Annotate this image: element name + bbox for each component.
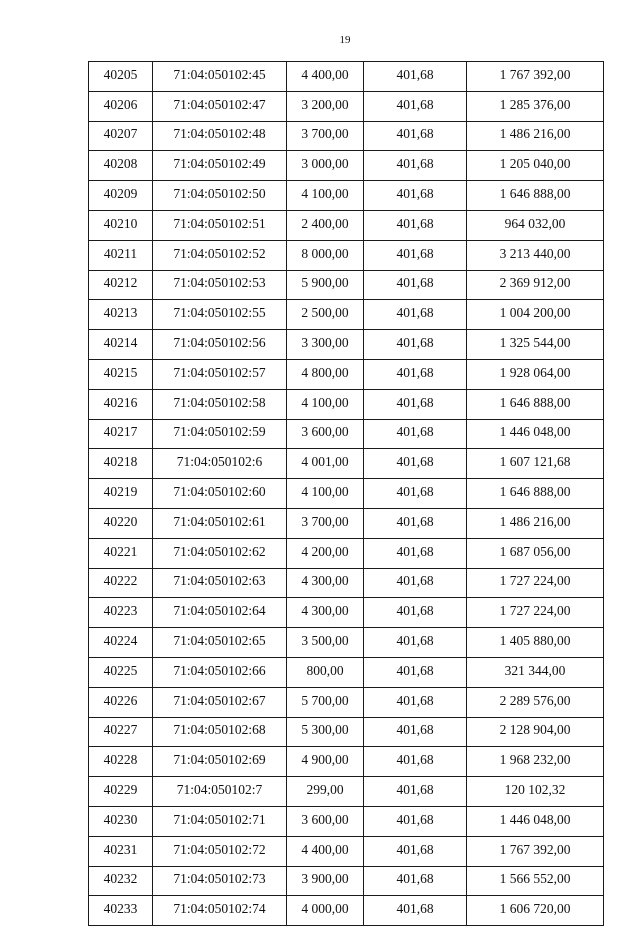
cell-cadastral-number: 71:04:050102:68 bbox=[153, 717, 287, 747]
table-row bbox=[89, 330, 604, 360]
cell-total: 1 767 392,00 bbox=[467, 836, 604, 866]
cell-cadastral-number: 71:04:050102:56 bbox=[153, 330, 287, 360]
cell-area: 4 001,00 bbox=[287, 449, 364, 479]
cell-record-number: 40224 bbox=[89, 628, 153, 658]
cell-record-number: 40206 bbox=[89, 91, 153, 121]
table-row bbox=[89, 747, 604, 777]
cell-record-number: 40219 bbox=[89, 479, 153, 509]
cell-area: 3 700,00 bbox=[287, 508, 364, 538]
cell-area: 4 800,00 bbox=[287, 359, 364, 389]
cell-record-number: 40227 bbox=[89, 717, 153, 747]
table-row bbox=[89, 866, 604, 896]
table-row bbox=[89, 628, 604, 658]
cell-rate: 401,68 bbox=[364, 538, 467, 568]
table-row bbox=[89, 598, 604, 628]
cell-total: 1 446 048,00 bbox=[467, 806, 604, 836]
cell-rate: 401,68 bbox=[364, 836, 467, 866]
cell-total: 1 004 200,00 bbox=[467, 300, 604, 330]
table-row bbox=[89, 389, 604, 419]
cell-cadastral-number: 71:04:050102:69 bbox=[153, 747, 287, 777]
cell-rate: 401,68 bbox=[364, 151, 467, 181]
cell-cadastral-number: 71:04:050102:73 bbox=[153, 866, 287, 896]
cell-area: 2 500,00 bbox=[287, 300, 364, 330]
table-row bbox=[89, 359, 604, 389]
cell-area: 3 600,00 bbox=[287, 806, 364, 836]
cell-record-number: 40217 bbox=[89, 419, 153, 449]
cell-area: 3 700,00 bbox=[287, 121, 364, 151]
cell-rate: 401,68 bbox=[364, 717, 467, 747]
table-row bbox=[89, 777, 604, 807]
cell-record-number: 40210 bbox=[89, 210, 153, 240]
cell-area: 3 200,00 bbox=[287, 91, 364, 121]
cell-record-number: 40226 bbox=[89, 687, 153, 717]
cell-total: 2 289 576,00 bbox=[467, 687, 604, 717]
cell-area: 5 900,00 bbox=[287, 270, 364, 300]
table-row bbox=[89, 479, 604, 509]
cell-record-number: 40223 bbox=[89, 598, 153, 628]
table-row bbox=[89, 240, 604, 270]
cell-total: 3 213 440,00 bbox=[467, 240, 604, 270]
cell-area: 4 400,00 bbox=[287, 62, 364, 92]
cell-area: 2 400,00 bbox=[287, 210, 364, 240]
table-row bbox=[89, 657, 604, 687]
cell-rate: 401,68 bbox=[364, 657, 467, 687]
cell-area: 5 700,00 bbox=[287, 687, 364, 717]
cell-total: 1 727 224,00 bbox=[467, 598, 604, 628]
cell-area: 4 000,00 bbox=[287, 896, 364, 926]
cell-total: 1 566 552,00 bbox=[467, 866, 604, 896]
cell-cadastral-number: 71:04:050102:74 bbox=[153, 896, 287, 926]
table-row bbox=[89, 896, 604, 926]
table-row bbox=[89, 121, 604, 151]
cell-rate: 401,68 bbox=[364, 91, 467, 121]
cell-rate: 401,68 bbox=[364, 449, 467, 479]
cell-cadastral-number: 71:04:050102:45 bbox=[153, 62, 287, 92]
cell-total: 2 369 912,00 bbox=[467, 270, 604, 300]
parcel-table bbox=[88, 61, 604, 926]
cell-cadastral-number: 71:04:050102:7 bbox=[153, 777, 287, 807]
cell-area: 3 600,00 bbox=[287, 419, 364, 449]
cell-total: 1 205 040,00 bbox=[467, 151, 604, 181]
cell-rate: 401,68 bbox=[364, 687, 467, 717]
cell-rate: 401,68 bbox=[364, 330, 467, 360]
cell-area: 800,00 bbox=[287, 657, 364, 687]
cell-cadastral-number: 71:04:050102:66 bbox=[153, 657, 287, 687]
cell-area: 4 300,00 bbox=[287, 598, 364, 628]
cell-total: 120 102,32 bbox=[467, 777, 604, 807]
cell-cadastral-number: 71:04:050102:59 bbox=[153, 419, 287, 449]
cell-record-number: 40212 bbox=[89, 270, 153, 300]
cell-cadastral-number: 71:04:050102:48 bbox=[153, 121, 287, 151]
cell-record-number: 40221 bbox=[89, 538, 153, 568]
table-row bbox=[89, 62, 604, 92]
cell-record-number: 40214 bbox=[89, 330, 153, 360]
table-row bbox=[89, 91, 604, 121]
cell-cadastral-number: 71:04:050102:53 bbox=[153, 270, 287, 300]
cell-rate: 401,68 bbox=[364, 806, 467, 836]
cell-record-number: 40218 bbox=[89, 449, 153, 479]
cell-total: 964 032,00 bbox=[467, 210, 604, 240]
cell-cadastral-number: 71:04:050102:71 bbox=[153, 806, 287, 836]
table-row bbox=[89, 687, 604, 717]
cell-area: 3 000,00 bbox=[287, 151, 364, 181]
cell-total: 1 646 888,00 bbox=[467, 479, 604, 509]
cell-cadastral-number: 71:04:050102:51 bbox=[153, 210, 287, 240]
table-row bbox=[89, 270, 604, 300]
cell-rate: 401,68 bbox=[364, 777, 467, 807]
cell-total: 1 285 376,00 bbox=[467, 91, 604, 121]
cell-total: 1 606 720,00 bbox=[467, 896, 604, 926]
cell-record-number: 40228 bbox=[89, 747, 153, 777]
cell-record-number: 40209 bbox=[89, 181, 153, 211]
table-row bbox=[89, 210, 604, 240]
cell-total: 2 128 904,00 bbox=[467, 717, 604, 747]
cell-area: 3 300,00 bbox=[287, 330, 364, 360]
cell-total: 321 344,00 bbox=[467, 657, 604, 687]
cell-record-number: 40225 bbox=[89, 657, 153, 687]
cell-total: 1 607 121,68 bbox=[467, 449, 604, 479]
cell-record-number: 40213 bbox=[89, 300, 153, 330]
cell-total: 1 646 888,00 bbox=[467, 389, 604, 419]
cell-total: 1 405 880,00 bbox=[467, 628, 604, 658]
cell-total: 1 767 392,00 bbox=[467, 62, 604, 92]
cell-area: 8 000,00 bbox=[287, 240, 364, 270]
table-row bbox=[89, 538, 604, 568]
cell-record-number: 40229 bbox=[89, 777, 153, 807]
cell-rate: 401,68 bbox=[364, 568, 467, 598]
cell-rate: 401,68 bbox=[364, 210, 467, 240]
cell-rate: 401,68 bbox=[364, 121, 467, 151]
cell-cadastral-number: 71:04:050102:58 bbox=[153, 389, 287, 419]
cell-record-number: 40208 bbox=[89, 151, 153, 181]
cell-area: 4 200,00 bbox=[287, 538, 364, 568]
cell-cadastral-number: 71:04:050102:57 bbox=[153, 359, 287, 389]
table-body bbox=[89, 62, 604, 926]
table-row bbox=[89, 300, 604, 330]
table-row bbox=[89, 836, 604, 866]
cell-cadastral-number: 71:04:050102:49 bbox=[153, 151, 287, 181]
cell-total: 1 646 888,00 bbox=[467, 181, 604, 211]
cell-area: 5 300,00 bbox=[287, 717, 364, 747]
cell-area: 4 400,00 bbox=[287, 836, 364, 866]
cell-area: 4 300,00 bbox=[287, 568, 364, 598]
cell-record-number: 40207 bbox=[89, 121, 153, 151]
cell-total: 1 446 048,00 bbox=[467, 419, 604, 449]
cell-area: 4 100,00 bbox=[287, 181, 364, 211]
cell-rate: 401,68 bbox=[364, 419, 467, 449]
cell-total: 1 727 224,00 bbox=[467, 568, 604, 598]
cell-rate: 401,68 bbox=[364, 508, 467, 538]
cell-total: 1 325 544,00 bbox=[467, 330, 604, 360]
cell-cadastral-number: 71:04:050102:61 bbox=[153, 508, 287, 538]
cell-cadastral-number: 71:04:050102:63 bbox=[153, 568, 287, 598]
cell-cadastral-number: 71:04:050102:60 bbox=[153, 479, 287, 509]
table-row bbox=[89, 508, 604, 538]
cell-cadastral-number: 71:04:050102:62 bbox=[153, 538, 287, 568]
table-row bbox=[89, 419, 604, 449]
cell-cadastral-number: 71:04:050102:47 bbox=[153, 91, 287, 121]
cell-total: 1 486 216,00 bbox=[467, 121, 604, 151]
cell-rate: 401,68 bbox=[364, 240, 467, 270]
cell-record-number: 40216 bbox=[89, 389, 153, 419]
cell-rate: 401,68 bbox=[364, 479, 467, 509]
cell-cadastral-number: 71:04:050102:6 bbox=[153, 449, 287, 479]
cell-cadastral-number: 71:04:050102:67 bbox=[153, 687, 287, 717]
cell-cadastral-number: 71:04:050102:50 bbox=[153, 181, 287, 211]
table-row bbox=[89, 717, 604, 747]
cell-area: 4 900,00 bbox=[287, 747, 364, 777]
cell-area: 3 500,00 bbox=[287, 628, 364, 658]
cell-area: 4 100,00 bbox=[287, 479, 364, 509]
cell-rate: 401,68 bbox=[364, 359, 467, 389]
cell-record-number: 40232 bbox=[89, 866, 153, 896]
cell-rate: 401,68 bbox=[364, 628, 467, 658]
page-number: 19 bbox=[339, 34, 351, 46]
cell-area: 3 900,00 bbox=[287, 866, 364, 896]
table-row bbox=[89, 449, 604, 479]
table-row bbox=[89, 151, 604, 181]
cell-record-number: 40230 bbox=[89, 806, 153, 836]
cell-record-number: 40215 bbox=[89, 359, 153, 389]
cell-cadastral-number: 71:04:050102:64 bbox=[153, 598, 287, 628]
cell-total: 1 928 064,00 bbox=[467, 359, 604, 389]
cell-record-number: 40231 bbox=[89, 836, 153, 866]
cell-rate: 401,68 bbox=[364, 747, 467, 777]
cell-cadastral-number: 71:04:050102:52 bbox=[153, 240, 287, 270]
cell-rate: 401,68 bbox=[364, 181, 467, 211]
cell-area: 299,00 bbox=[287, 777, 364, 807]
cell-rate: 401,68 bbox=[364, 300, 467, 330]
table-row bbox=[89, 806, 604, 836]
cell-total: 1 687 056,00 bbox=[467, 538, 604, 568]
cell-record-number: 40233 bbox=[89, 896, 153, 926]
cell-record-number: 40220 bbox=[89, 508, 153, 538]
cell-record-number: 40205 bbox=[89, 62, 153, 92]
cell-cadastral-number: 71:04:050102:72 bbox=[153, 836, 287, 866]
cell-rate: 401,68 bbox=[364, 389, 467, 419]
cell-record-number: 40222 bbox=[89, 568, 153, 598]
cell-rate: 401,68 bbox=[364, 270, 467, 300]
cell-record-number: 40211 bbox=[89, 240, 153, 270]
cell-total: 1 968 232,00 bbox=[467, 747, 604, 777]
cell-rate: 401,68 bbox=[364, 598, 467, 628]
table-row bbox=[89, 181, 604, 211]
cell-rate: 401,68 bbox=[364, 62, 467, 92]
cell-total: 1 486 216,00 bbox=[467, 508, 604, 538]
cell-rate: 401,68 bbox=[364, 896, 467, 926]
cell-area: 4 100,00 bbox=[287, 389, 364, 419]
table-row bbox=[89, 568, 604, 598]
cell-cadastral-number: 71:04:050102:65 bbox=[153, 628, 287, 658]
cell-cadastral-number: 71:04:050102:55 bbox=[153, 300, 287, 330]
cell-rate: 401,68 bbox=[364, 866, 467, 896]
